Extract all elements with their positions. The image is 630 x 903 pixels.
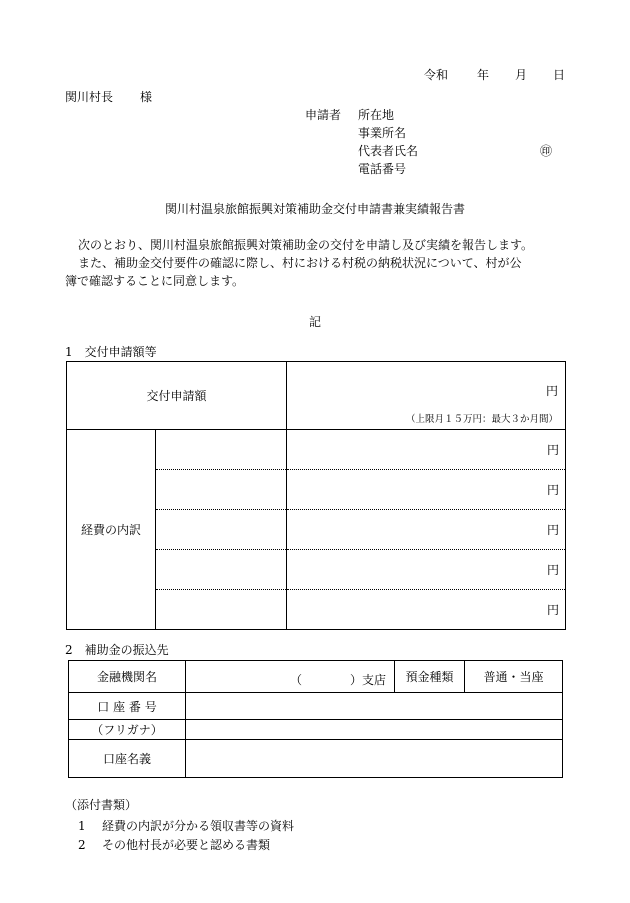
breakdown-amount-cell[interactable] <box>287 510 566 550</box>
attachments-heading: （添付書類） <box>65 798 138 812</box>
body-line-2: また、補助金交付要件の確認に際し、村における村税の納税状況について、村が公 <box>78 256 522 270</box>
date-month: 月 <box>515 68 528 82</box>
breakdown-yen: 円 <box>547 563 560 577</box>
account-name-label: 口座名義 <box>102 752 151 766</box>
breakdown-item-cell[interactable] <box>156 550 287 590</box>
section1-heading: 1 交付申請額等 <box>65 345 157 359</box>
body-line-1: 次のとおり、関川村温泉旅館振興対策補助金の交付を申請し及び実績を報告します。 <box>78 238 534 252</box>
applicant-representative-label: 代表者氏名 <box>358 144 419 158</box>
furigana-value-cell[interactable] <box>186 720 563 740</box>
attachment-item-text: その他村長が必要と認める書類 <box>102 838 271 852</box>
amount-value-cell[interactable] <box>287 362 566 430</box>
honorific: 様 <box>140 90 153 104</box>
breakdown-yen: 円 <box>547 443 560 457</box>
deposit-type-value-cell[interactable] <box>465 661 563 693</box>
bank-name-label-cell <box>69 661 186 693</box>
branch-suffix: ）支店 <box>350 673 387 687</box>
document-title: 関川村温泉旅館振興対策補助金交付申請書兼実績報告書 <box>164 202 465 216</box>
breakdown-item-cell[interactable] <box>156 430 287 470</box>
section2-heading: 2 補助金の振込先 <box>65 643 169 657</box>
breakdown-yen: 円 <box>547 523 560 537</box>
date-year: 年 <box>477 68 490 82</box>
applicant-label: 申請者 <box>305 108 342 122</box>
amount-limit-note: （上限月１５万円：最大３か月間） <box>406 414 559 425</box>
seal-mark: ㊞ <box>540 144 553 158</box>
ki-marker: 記 <box>308 315 321 329</box>
applicant-office-label: 事業所名 <box>358 126 407 140</box>
amount-yen: 円 <box>546 384 559 398</box>
attachment-item-num: 1 <box>78 819 86 833</box>
amount-label: 交付申請額 <box>146 389 207 403</box>
bank-name-value-cell[interactable] <box>186 661 395 693</box>
account-number-value-cell[interactable] <box>186 693 563 720</box>
breakdown-amount-cell[interactable] <box>287 430 566 470</box>
account-number-label-cell <box>69 693 186 720</box>
furigana-label-cell <box>69 720 186 740</box>
applicant-phone-label: 電話番号 <box>358 162 407 176</box>
bank-transfer-table <box>68 660 563 778</box>
account-number-label: 口 座 番 号 <box>97 699 157 714</box>
breakdown-item-cell[interactable] <box>156 470 287 510</box>
date-era: 令和 <box>424 68 449 82</box>
attachment-item-num: 2 <box>78 838 86 852</box>
breakdown-label: 経費の内訳 <box>80 523 141 537</box>
application-amount-table <box>66 361 566 630</box>
applicant-address-label: 所在地 <box>358 108 395 122</box>
date-day: 日 <box>553 68 566 82</box>
breakdown-item-cell[interactable] <box>156 590 287 630</box>
addressee: 関川村長 <box>65 90 114 104</box>
breakdown-label-cell <box>67 430 156 630</box>
body-line-3: 簿で確認することに同意します。 <box>65 274 245 288</box>
furigana-label: （フリガナ） <box>91 723 163 737</box>
breakdown-yen: 円 <box>547 483 560 497</box>
amount-label-cell <box>67 362 287 430</box>
breakdown-item-cell[interactable] <box>156 510 287 550</box>
breakdown-amount-cell[interactable] <box>287 550 566 590</box>
attachment-item-text: 経費の内訳が分かる領収書等の資料 <box>102 819 295 833</box>
breakdown-yen: 円 <box>547 603 560 617</box>
deposit-type-label: 預金種類 <box>405 670 454 684</box>
breakdown-amount-cell[interactable] <box>287 470 566 510</box>
deposit-type-label-cell <box>395 661 465 693</box>
account-name-value-cell[interactable] <box>186 740 563 778</box>
account-name-label-cell <box>69 740 186 778</box>
branch-open-paren: （ <box>290 673 303 687</box>
deposit-type-value: 普通・当座 <box>483 670 544 684</box>
bank-name-label: 金融機関名 <box>96 670 157 684</box>
breakdown-amount-cell[interactable] <box>287 590 566 630</box>
